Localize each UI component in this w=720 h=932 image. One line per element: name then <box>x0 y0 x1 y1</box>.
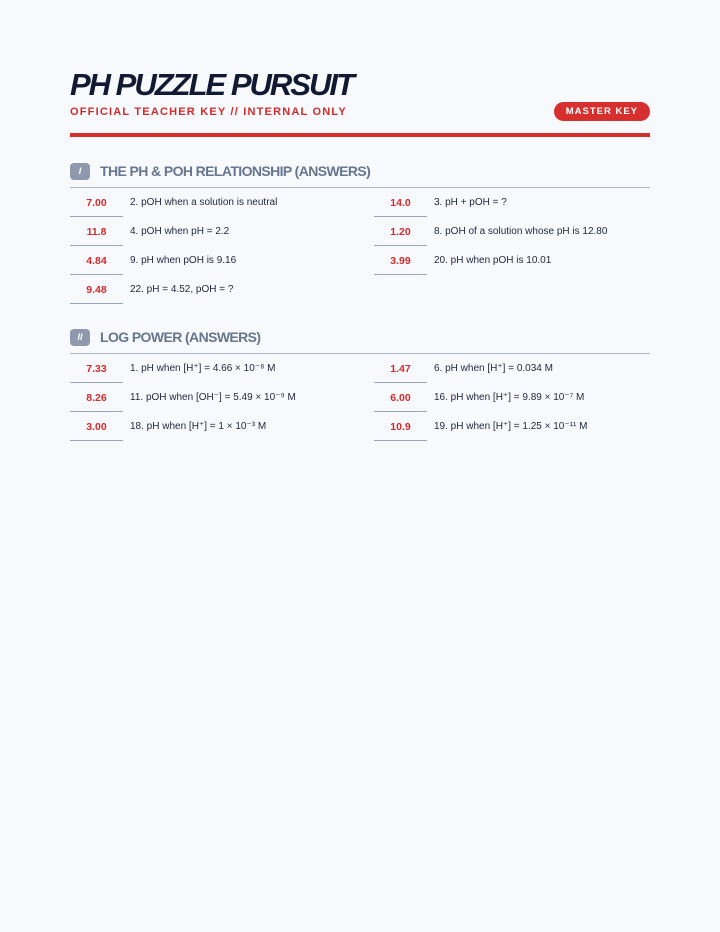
header-divider <box>70 133 650 137</box>
answer-value: 9.48 <box>86 284 107 296</box>
question-text: 8. pOH of a solution whose pH is 12.80 <box>434 226 608 237</box>
answer-value: 1.20 <box>390 226 411 238</box>
answer-underline <box>70 382 123 383</box>
question-text: 18. pH when [H⁺] = 1 × 10⁻³ M <box>130 421 267 432</box>
question-text: 16. pH when [H⁺] = 9.89 × 10⁻⁷ M <box>434 392 585 403</box>
question-text: 1. pH when [H⁺] = 4.66 × 10⁻⁸ M <box>130 363 276 374</box>
answer-value: 6.00 <box>390 392 411 404</box>
answer-underline <box>70 440 123 441</box>
question-text: 2. pOH when a solution is neutral <box>130 197 278 208</box>
answer-value: 7.33 <box>86 363 107 375</box>
section-divider <box>70 187 650 188</box>
section-numeral: II <box>70 329 90 346</box>
section-title: THE PH & POH RELATIONSHIP (ANSWERS) <box>100 163 371 179</box>
answer-underline <box>70 216 123 217</box>
section-divider <box>70 353 650 354</box>
page-title: PH PUZZLE PURSUIT <box>70 67 353 102</box>
question-text: 20. pH when pOH is 10.01 <box>434 255 552 266</box>
section-ph-poh <box>70 161 650 296</box>
question-text: 22. pH = 4.52, pOH = ? <box>130 284 234 295</box>
section-heading <box>70 161 650 181</box>
answer-value: 3.00 <box>86 421 107 433</box>
answer-value: 11.8 <box>86 226 107 238</box>
question-text: 19. pH when [H⁺] = 1.25 × 10⁻¹¹ M <box>434 421 588 432</box>
answer-value: 3.99 <box>390 255 411 267</box>
answer-underline <box>70 411 123 412</box>
answer-value: 4.84 <box>86 255 107 267</box>
section-log-power <box>70 327 650 433</box>
master-key-badge: MASTER KEY <box>554 102 650 121</box>
question-text: 3. pH + pOH = ? <box>434 197 507 208</box>
answer-value: 1.47 <box>390 363 411 375</box>
question-text: 11. pOH when [OH⁻] = 5.49 × 10⁻⁹ M <box>130 392 296 403</box>
page-header <box>70 66 650 118</box>
answer-value: 7.00 <box>86 197 107 209</box>
question-text: 9. pH when pOH is 9.16 <box>130 255 237 266</box>
answer-value: 10.9 <box>390 421 411 433</box>
answer-underline <box>374 245 427 246</box>
section-heading <box>70 327 650 347</box>
question-text: 6. pH when [H⁺] = 0.034 M <box>434 363 553 374</box>
answer-underline <box>374 411 427 412</box>
answer-value: 8.26 <box>86 392 107 404</box>
page-subtitle: OFFICIAL TEACHER KEY // INTERNAL ONLY <box>70 106 347 118</box>
answer-underline <box>70 274 123 275</box>
answer-underline <box>70 245 123 246</box>
answer-underline <box>70 303 123 304</box>
answer-value: 14.0 <box>390 197 411 209</box>
section-title: LOG POWER (ANSWERS) <box>100 329 261 345</box>
section-numeral: I <box>70 163 90 180</box>
answer-underline <box>374 216 427 217</box>
answer-underline <box>374 274 427 275</box>
question-text: 4. pOH when pH = 2.2 <box>130 226 230 237</box>
answer-underline <box>374 382 427 383</box>
answer-underline <box>374 440 427 441</box>
